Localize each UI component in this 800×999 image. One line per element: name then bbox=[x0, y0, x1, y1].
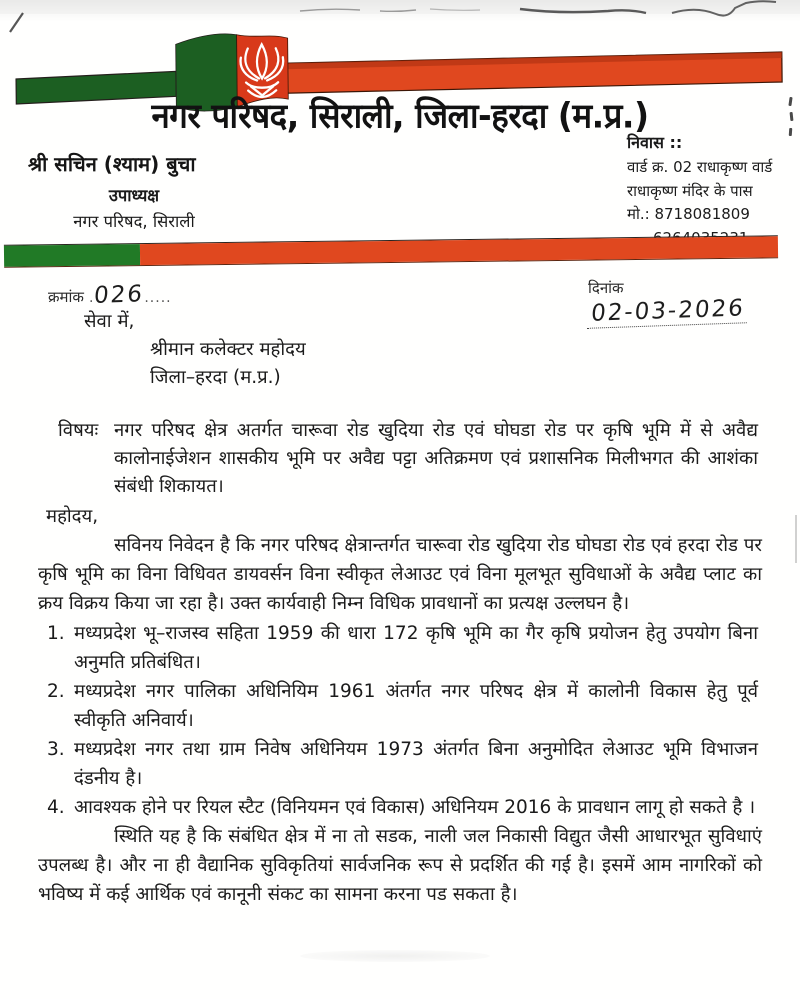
recipient-line-1: श्रीमान कलेक्टर महोदय bbox=[150, 339, 306, 360]
officer-organization: नगर परिषद, सिराली bbox=[73, 212, 195, 231]
greeting: महोदय, bbox=[46, 506, 99, 527]
serial-label: क्रमांक bbox=[48, 288, 84, 306]
residence-line: वार्ड क्र. 02 राधाकृष्ण वार्ड bbox=[627, 158, 773, 176]
list-item-number: 2. bbox=[47, 681, 65, 702]
letter-body bbox=[38, 308, 762, 909]
scan-mark-right bbox=[789, 128, 793, 136]
officer-designation: उपाध्यक्ष bbox=[108, 186, 160, 205]
legal-points-list bbox=[38, 619, 762, 822]
flag-right-bar bbox=[285, 52, 782, 93]
residence-label: निवास :: bbox=[627, 133, 683, 152]
serial-leader-dot: . bbox=[89, 290, 95, 306]
residence-line: राधाकृष्ण मंदिर के पास bbox=[627, 181, 753, 200]
list-item bbox=[38, 619, 762, 677]
list-item-text: आवश्यक होने पर रियल स्टैट (विनियमन एवं विकास) अधिनियम 2016 के प्रावधान लागू हो सकते है । bbox=[74, 797, 756, 818]
recipient-line-2: जिला–हरदा (म.प्र.) bbox=[150, 367, 281, 388]
separator-bar bbox=[4, 235, 778, 267]
list-item-text: मध्यप्रदेश नगर तथा ग्राम निवेष अधिनियम 1973 अंतर्गत बिना अनुमोदित लेआउट भूमि विभाजन दंडनीय है। bbox=[74, 739, 758, 789]
date-value-handwritten: 02-03-2026 bbox=[587, 295, 749, 329]
page-title: नगर परिषद, सिराली, जिला-हरदा (म.प्र.) bbox=[151, 95, 649, 136]
subject-row bbox=[38, 417, 762, 501]
date-label: दिनांक bbox=[588, 279, 624, 297]
list-item-number: 4. bbox=[47, 797, 65, 818]
list-item-text: मध्यप्रदेश भू–राजस्व सहिता 1959 की धारा 172 कृषि भूमि का गैर कृषि प्रयोजन हेतु उपयोग बिना अनुमति प्रतिबंधित। bbox=[74, 623, 758, 673]
paragraph-1: सविनय निवेदन है कि नगर परिषद क्षेत्रान्तर्गत चारूवा रोड खुदिया रोड घोघडा रोड एवं हरदा रोड पर कृषि भूमि का विना विधिवत डायवर्सन विना स्वीकृत लेआउट एवं विना मूलभूत सुविधाओं के अवैद्य प्लाट का क्रय विक्रय किया जा रहा है। उक्त कार्यवाही निम्न विधिक प्रावधानों का प्रत्यक्ष उल्लघन है। bbox=[38, 535, 762, 614]
serial-number bbox=[48, 282, 172, 308]
officer-name: श्री सचिन (श्याम) बुचा bbox=[28, 152, 196, 176]
list-item-text: मध्यप्रदेश नगर पालिका अधिनियिम 1961 अंतर्गत नगर परिषद क्षेत्र में कालोनी विकास हेतु पूर्व स्वीकृति अनिवार्य। bbox=[74, 681, 758, 731]
scan-smudge-bottom bbox=[300, 950, 490, 962]
serial-value-handwritten: 026 bbox=[93, 281, 146, 309]
list-item-number: 3. bbox=[47, 739, 65, 760]
recipient-salutation: सेवा में, bbox=[84, 311, 135, 332]
list-item bbox=[38, 735, 762, 793]
residence-block bbox=[627, 131, 797, 250]
list-item bbox=[38, 677, 762, 735]
paragraph-2: स्थिति यह है कि संबंधित क्षेत्र में ना तो सडक, नाली जल निकासी विद्युत जैसी आधारभूत सुविधाएं उपलब्ध है। और ना ही वैद्यानिक सुविकृतियां सार्वजनिक रूप से प्रदर्शित की गई है। इसमें आम नागरिकों को भविष्य में कई आर्थिक एवं कानूनी संकट का सामना करना पड सकता है। bbox=[38, 826, 762, 905]
subject-text: नगर परिषद क्षेत्र अतर्गत चारूवा रोड खुदिया रोड एवं घोघडा रोड पर कृषि भूमि में से अवैद्य कालोनाईजेशन शासकीय भूमि पर अवैद्य पट्टा अतिक्रमण एवं प्रशासनिक मिलीभगत की आशंका संबंधी शिकायत। bbox=[114, 420, 758, 497]
list-item-number: 1. bbox=[47, 623, 65, 644]
separator-green-segment bbox=[4, 244, 140, 267]
subject-label: विषयः bbox=[58, 420, 99, 441]
list-item bbox=[38, 793, 762, 822]
scan-mark-right-edge bbox=[795, 515, 797, 563]
residence-phone: मो.: 8718081809 bbox=[627, 205, 750, 223]
officer-block bbox=[28, 150, 240, 232]
separator-saffron-segment bbox=[140, 236, 778, 265]
serial-leader-dots: ..... bbox=[144, 290, 172, 306]
